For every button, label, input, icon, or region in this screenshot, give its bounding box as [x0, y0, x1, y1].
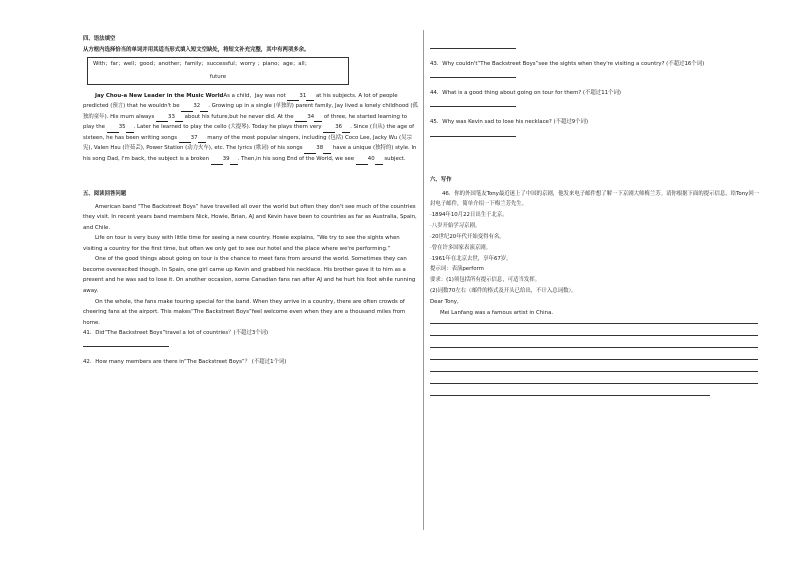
- blank-line[interactable]: [314, 115, 322, 122]
- blank-line[interactable]: [179, 136, 191, 143]
- passage-text: many of the most popular singers, including (包括) Coco Lee, Jacky Wu (吴宗宪), Valen Hsu (许茹芸), Power Station (动力火车), etc. The lyrics (歌词) of his songs: [83, 134, 412, 152]
- reading-paragraph: Life on tour is very busy with little time for seeing a new country. Howie explains, “We try to see the sights when visiting a country for the first time, but often we only get to see our hotel and the place where we're performing.”: [83, 235, 400, 252]
- column-divider: [423, 30, 424, 530]
- fact-item: ·1894年10月22日出生于北京。: [430, 212, 508, 219]
- question-42: 42．How many members are there in“The Backstreet Boys”？ (不超过1个词): [83, 358, 287, 365]
- answer-line-43[interactable]: [430, 76, 516, 78]
- passage-title: Jay Chou-a New Leader in the Music World: [95, 92, 224, 99]
- writing-line[interactable]: [430, 358, 758, 360]
- cloze-passage: [83, 91, 419, 165]
- blank-line[interactable]: [156, 115, 168, 122]
- passage-text: . Later he learned to play the cello (大提琴). Today he plays them very: [133, 124, 324, 131]
- blank-line[interactable]: [304, 147, 316, 154]
- letter-opening: Mei Lanfang was a famous artist in China.: [440, 309, 554, 316]
- question-44: 44．What is a good thing about going on tour for them? (不超过11个词): [430, 89, 621, 96]
- blank-line[interactable]: [295, 115, 307, 122]
- blank-line[interactable]: [107, 126, 119, 133]
- blank-line[interactable]: [342, 126, 350, 133]
- reading-paragraph: American band “The Backstreet Boys” have travelled all over the world but often they don't see much of the countries they visit. In recent years band members Nick, Howie, Brian, AJ and Kevin have been to countries as far as Australia, Spain, and Chile.: [83, 203, 417, 231]
- blank-line[interactable]: [211, 158, 223, 165]
- blank-line[interactable]: [230, 158, 238, 165]
- blank-number: 31: [299, 92, 307, 99]
- blank-number: 32: [193, 103, 201, 110]
- writing-line[interactable]: [430, 370, 758, 372]
- hint-words: 提示词：表演perform: [430, 266, 484, 273]
- fact-item: ·八岁开始学习京剧。: [430, 223, 481, 230]
- section6-title: 六、写作: [430, 177, 452, 184]
- question-45: 45．Why was Kevin sad to lose his necklace? (不超过9个词): [430, 118, 589, 125]
- passage-text: of three, he started learning to play the: [83, 113, 408, 131]
- reading-paragraph: One of the good things about going on tour is the chance to meet fans from around the world. Sometimes they can become overexcited though. In Spain, one girl came up Kevin and grabbed his necklace. His brother gave it to him as a present and he was sad to lose it. On another occasion, some Canadian fans ran after AJ and he hurt his foot while running away.: [83, 256, 416, 294]
- fact-item: ·20世纪20年代开始变得有名。: [430, 233, 505, 240]
- answer-line-42[interactable]: [430, 47, 516, 49]
- question-41: 41．Did“The Backstreet Boys”travel a lot of countries？(不超过3个词): [83, 330, 269, 337]
- blank-number: 34: [307, 113, 315, 120]
- fact-item: ·1961年在北京去世，享年67岁。: [430, 255, 512, 262]
- passage-text: . Since (自从) the age of sixteen, he has been writing songs: [83, 124, 415, 141]
- right-column: [430, 36, 760, 396]
- writing-line[interactable]: [430, 382, 758, 384]
- blank-line[interactable]: [181, 105, 193, 112]
- blank-line[interactable]: [323, 126, 335, 133]
- writing-line[interactable]: [430, 334, 758, 336]
- question-43: 43．Why couldn't“The Backstreet Boys”see the sights when they're visiting a country? (不超过16个词): [430, 61, 705, 67]
- word-box-line-2: future: [209, 73, 227, 80]
- writing-line[interactable]: [430, 346, 758, 348]
- blank-line[interactable]: [287, 94, 299, 101]
- blank-number: 36: [335, 124, 343, 131]
- passage-text: subject.: [382, 156, 406, 162]
- blank-line[interactable]: [175, 115, 183, 122]
- passage-text: As a child，Jay was not: [223, 92, 288, 99]
- left-column: [83, 36, 419, 368]
- passage-text: about his future,but he never did. At the: [182, 113, 296, 120]
- answer-line-44[interactable]: [430, 105, 516, 107]
- word-box-line-1: With；far；well；good；another；family；successful；worry ；piano；age；all；: [93, 61, 310, 68]
- blank-number: 37: [190, 134, 198, 141]
- fact-item: ·曾在许多国家表演京剧。: [430, 244, 492, 251]
- word-box: [87, 57, 349, 84]
- section4-title: 四、语法填空: [83, 36, 116, 42]
- answer-line-41[interactable]: [83, 345, 169, 347]
- passage-text: . Growing up in a single (单独的) parent family, Jay lived a lonely childhood (孤独的童年). His mum always: [83, 103, 418, 120]
- letter-greeting: Dear Tony,: [430, 298, 459, 305]
- blank-line[interactable]: [200, 105, 208, 112]
- blank-number: 40: [367, 156, 375, 162]
- requirement-2: (2)词数70左右（邮件的格式及开头已给出，不计入总词数）。: [430, 287, 577, 294]
- passage-text: have a unique (独特的) style. In his song Dad, I'm back, the subject is a broken: [83, 145, 417, 162]
- blank-number: 38: [316, 145, 324, 152]
- blank-line[interactable]: [126, 126, 134, 133]
- blank-line[interactable]: [375, 158, 383, 165]
- section5-title: 五、阅读回答问题: [83, 190, 127, 197]
- blank-number: 35: [118, 124, 126, 131]
- section4-instruction: 从方框内选择恰当的单词并用其适当形式填入短文空缺处，将短文补充完整，其中有两项多余。: [83, 47, 310, 54]
- writing-line[interactable]: [430, 322, 758, 324]
- writing-prompt: 46．你的外国笔友Tony最近迷上了中国的京剧，他发来电子邮件想了解一下京剧大师梅兰芳。请你根据下面的提示信息，给Tony回一封电子邮件，简单介绍一下梅兰芳先生。: [430, 190, 760, 208]
- blank-line[interactable]: [356, 158, 368, 165]
- answer-line-45[interactable]: [430, 135, 516, 137]
- requirement-1: 要求：(1)须包括所有提示信息，可适当发挥。: [430, 277, 541, 284]
- blank-line[interactable]: [323, 147, 331, 154]
- blank-line[interactable]: [198, 136, 206, 143]
- blank-number: 33: [168, 113, 175, 120]
- passage-text: at his subjects. A lot of people predicted (预言) that he wouldn't be: [83, 92, 398, 110]
- writing-line[interactable]: [430, 394, 710, 396]
- reading-paragraph: On the whole, the fans make touring special for the band. When they arrive in a country, there are often crowds of cheering fans at the airport. This makes“The Backstreet Boys”feel welcome even when they are a thousand miles from home.: [83, 298, 406, 326]
- passage-text: . Then,in his song End of the World, we see: [237, 156, 356, 162]
- blank-number: 39: [222, 156, 230, 162]
